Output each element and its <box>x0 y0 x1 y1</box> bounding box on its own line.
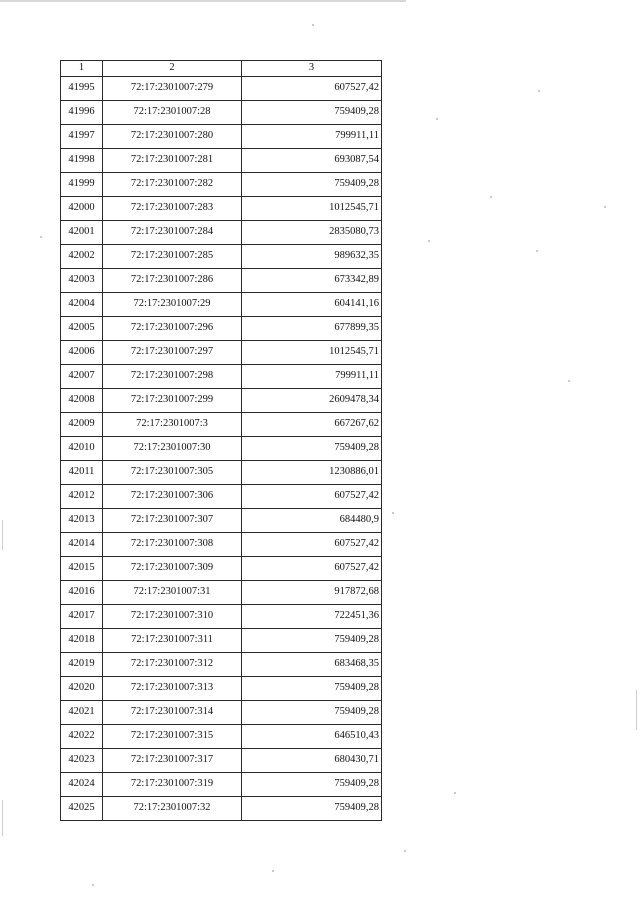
column-header-number: 1 <box>61 61 103 77</box>
cadastral-value: 759409,28 <box>242 437 382 461</box>
scan-margin-mark <box>2 520 3 550</box>
row-number: 42009 <box>61 413 103 437</box>
table-row <box>61 365 382 389</box>
cadastral-value: 759409,28 <box>242 629 382 653</box>
cadastral-number: 72:17:2301007:315 <box>103 725 242 749</box>
cadastral-value: 607527,42 <box>242 557 382 581</box>
cadastral-value: 673342,89 <box>242 269 382 293</box>
scan-speck <box>454 792 456 794</box>
row-number: 42015 <box>61 557 103 581</box>
table-row <box>61 269 382 293</box>
cadastral-value: 680430,71 <box>242 749 382 773</box>
table-row <box>61 605 382 629</box>
scan-speck <box>392 512 394 514</box>
table-row <box>61 797 382 821</box>
scan-speck <box>404 850 406 852</box>
table-row <box>61 557 382 581</box>
cadastral-value: 759409,28 <box>242 701 382 725</box>
scan-speck <box>92 884 94 886</box>
cadastral-number: 72:17:2301007:311 <box>103 629 242 653</box>
row-number: 42001 <box>61 221 103 245</box>
scan-speck <box>436 118 438 120</box>
table-row <box>61 293 382 317</box>
row-number: 42006 <box>61 341 103 365</box>
table-row <box>61 125 382 149</box>
table-row <box>61 221 382 245</box>
table-row <box>61 677 382 701</box>
row-number: 42022 <box>61 725 103 749</box>
row-number: 42005 <box>61 317 103 341</box>
cadastral-value: 1230886,01 <box>242 461 382 485</box>
cadastral-number: 72:17:2301007:319 <box>103 773 242 797</box>
table-row <box>61 149 382 173</box>
table-row <box>61 485 382 509</box>
cadastral-number: 72:17:2301007:284 <box>103 221 242 245</box>
cadastral-value: 2835080,73 <box>242 221 382 245</box>
scan-speck <box>568 380 570 382</box>
cadastral-number: 72:17:2301007:28 <box>103 101 242 125</box>
table-row <box>61 461 382 485</box>
row-number: 42025 <box>61 797 103 821</box>
row-number: 42023 <box>61 749 103 773</box>
cadastral-number: 72:17:2301007:3 <box>103 413 242 437</box>
row-number: 42017 <box>61 605 103 629</box>
cadastral-number: 72:17:2301007:282 <box>103 173 242 197</box>
row-number: 42000 <box>61 197 103 221</box>
table-row <box>61 533 382 557</box>
table-row <box>61 749 382 773</box>
cadastral-value: 759409,28 <box>242 677 382 701</box>
cadastral-value: 759409,28 <box>242 773 382 797</box>
row-number: 41995 <box>61 77 103 101</box>
row-number: 42024 <box>61 773 103 797</box>
cadastral-number: 72:17:2301007:283 <box>103 197 242 221</box>
row-number: 42008 <box>61 389 103 413</box>
row-number: 42004 <box>61 293 103 317</box>
cadastral-value: 722451,36 <box>242 605 382 629</box>
cadastral-value: 607527,42 <box>242 533 382 557</box>
row-number: 42002 <box>61 245 103 269</box>
scan-speck <box>40 236 42 238</box>
scan-speck <box>312 24 314 26</box>
row-number: 42018 <box>61 629 103 653</box>
cadastral-value: 646510,43 <box>242 725 382 749</box>
cadastral-value: 759409,28 <box>242 101 382 125</box>
cadastral-number: 72:17:2301007:306 <box>103 485 242 509</box>
cadastral-value: 799911,11 <box>242 125 382 149</box>
table-row <box>61 317 382 341</box>
table-row <box>61 581 382 605</box>
table-row <box>61 509 382 533</box>
table-row <box>61 725 382 749</box>
cadastral-value: 604141,16 <box>242 293 382 317</box>
cadastral-value: 799911,11 <box>242 365 382 389</box>
cadastral-value: 1012545,71 <box>242 197 382 221</box>
cadastral-number: 72:17:2301007:299 <box>103 389 242 413</box>
scan-speck <box>428 240 430 242</box>
scan-edge-line <box>0 0 406 2</box>
cadastral-number: 72:17:2301007:32 <box>103 797 242 821</box>
table-row <box>61 413 382 437</box>
row-number: 42011 <box>61 461 103 485</box>
scan-speck <box>604 206 606 208</box>
cadastral-number: 72:17:2301007:280 <box>103 125 242 149</box>
row-number: 42003 <box>61 269 103 293</box>
table-row <box>61 245 382 269</box>
row-number: 42019 <box>61 653 103 677</box>
cadastral-value: 607527,42 <box>242 485 382 509</box>
cadastral-value: 693087,54 <box>242 149 382 173</box>
row-number: 42020 <box>61 677 103 701</box>
cadastral-number: 72:17:2301007:307 <box>103 509 242 533</box>
row-number: 41996 <box>61 101 103 125</box>
cadastral-value: 677899,35 <box>242 317 382 341</box>
cadastral-number: 72:17:2301007:279 <box>103 77 242 101</box>
column-header-cadastral-id: 2 <box>103 61 242 77</box>
table-row <box>61 389 382 413</box>
table-row <box>61 101 382 125</box>
scan-speck <box>272 870 274 872</box>
scan-margin-mark <box>636 690 637 730</box>
cadastral-number: 72:17:2301007:296 <box>103 317 242 341</box>
cadastral-number: 72:17:2301007:312 <box>103 653 242 677</box>
row-number: 42007 <box>61 365 103 389</box>
cadastral-value: 683468,35 <box>242 653 382 677</box>
table-row <box>61 773 382 797</box>
cadastral-value: 1012545,71 <box>242 341 382 365</box>
table-row <box>61 77 382 101</box>
table-row <box>61 197 382 221</box>
row-number: 41998 <box>61 149 103 173</box>
cadastral-number: 72:17:2301007:309 <box>103 557 242 581</box>
row-number: 42010 <box>61 437 103 461</box>
cadastral-value: 759409,28 <box>242 797 382 821</box>
row-number: 42014 <box>61 533 103 557</box>
cadastral-number: 72:17:2301007:317 <box>103 749 242 773</box>
table-row <box>61 341 382 365</box>
row-number: 42013 <box>61 509 103 533</box>
cadastral-number: 72:17:2301007:298 <box>103 365 242 389</box>
cadastral-number: 72:17:2301007:314 <box>103 701 242 725</box>
cadastral-value: 667267,62 <box>242 413 382 437</box>
table-row <box>61 437 382 461</box>
cadastral-value-table <box>60 60 382 821</box>
scan-speck <box>490 196 492 198</box>
cadastral-value: 684480,9 <box>242 509 382 533</box>
row-number: 42016 <box>61 581 103 605</box>
column-header-value: 3 <box>242 61 382 77</box>
table-row <box>61 701 382 725</box>
scan-margin-mark <box>2 800 3 836</box>
row-number: 42021 <box>61 701 103 725</box>
row-number: 41997 <box>61 125 103 149</box>
cadastral-number: 72:17:2301007:29 <box>103 293 242 317</box>
cadastral-number: 72:17:2301007:310 <box>103 605 242 629</box>
cadastral-number: 72:17:2301007:305 <box>103 461 242 485</box>
cadastral-value: 917872,68 <box>242 581 382 605</box>
scan-speck <box>536 250 538 252</box>
cadastral-value: 759409,28 <box>242 173 382 197</box>
cadastral-number: 72:17:2301007:286 <box>103 269 242 293</box>
cadastral-number: 72:17:2301007:308 <box>103 533 242 557</box>
cadastral-number: 72:17:2301007:297 <box>103 341 242 365</box>
row-number: 42012 <box>61 485 103 509</box>
cadastral-number: 72:17:2301007:31 <box>103 581 242 605</box>
cadastral-number: 72:17:2301007:313 <box>103 677 242 701</box>
cadastral-number: 72:17:2301007:285 <box>103 245 242 269</box>
table-row <box>61 173 382 197</box>
cadastral-number: 72:17:2301007:281 <box>103 149 242 173</box>
row-number: 41999 <box>61 173 103 197</box>
cadastral-number: 72:17:2301007:30 <box>103 437 242 461</box>
cadastral-value: 607527,42 <box>242 77 382 101</box>
cadastral-value: 989632,35 <box>242 245 382 269</box>
table-row <box>61 653 382 677</box>
table-row <box>61 629 382 653</box>
cadastral-value: 2609478,34 <box>242 389 382 413</box>
scan-speck <box>538 90 540 92</box>
table-header-row <box>61 61 382 77</box>
